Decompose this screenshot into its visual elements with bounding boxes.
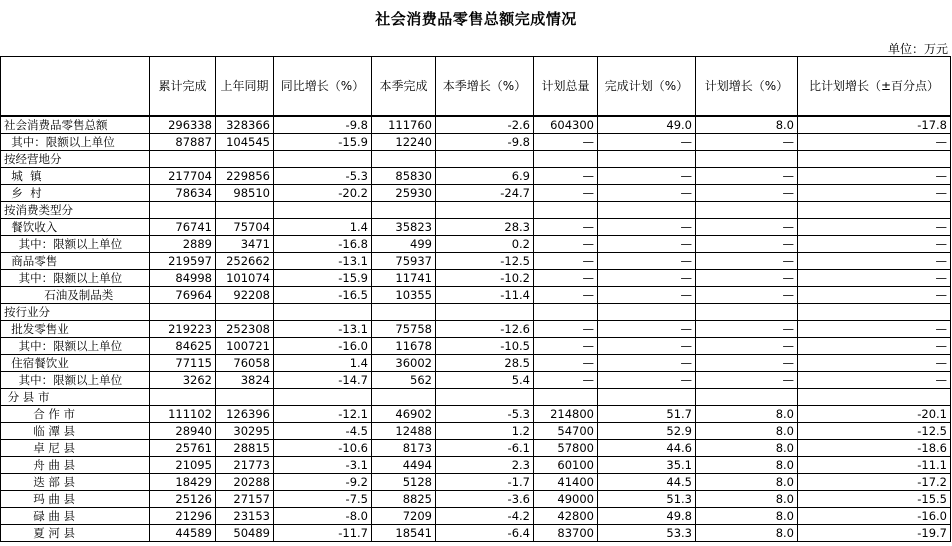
table-row <box>1 116 951 134</box>
table-cell: -11.1 <box>798 457 951 474</box>
table-row <box>1 134 951 151</box>
table-cell: — <box>696 168 798 185</box>
table-cell: -20.2 <box>274 185 372 202</box>
row-label-cell: 卓 尼 县 <box>1 440 150 457</box>
table-cell <box>798 151 951 168</box>
header-cell-quarter: 本季完成 <box>372 57 436 117</box>
table-row <box>1 508 951 525</box>
table-cell: 52.9 <box>598 423 696 440</box>
table-row <box>1 406 951 423</box>
table-cell <box>436 202 534 219</box>
table-cell: — <box>798 219 951 236</box>
table-cell: -9.2 <box>274 474 372 491</box>
table-cell: — <box>696 185 798 202</box>
retail-sales-table <box>0 56 951 542</box>
table-cell: 28940 <box>150 423 216 440</box>
table-cell: 1.4 <box>274 219 372 236</box>
table-cell: — <box>798 321 951 338</box>
table-cell: 219597 <box>150 253 216 270</box>
table-cell <box>798 389 951 406</box>
table-cell: — <box>798 372 951 389</box>
table-cell: 41400 <box>534 474 598 491</box>
table-cell: 44.5 <box>598 474 696 491</box>
table-cell: 84625 <box>150 338 216 355</box>
header-cell-yoy-growth: 同比增长（%） <box>274 57 372 117</box>
table-cell: 4494 <box>372 457 436 474</box>
table-cell: 25761 <box>150 440 216 457</box>
table-cell: 126396 <box>216 406 274 423</box>
table-cell: 3471 <box>216 236 274 253</box>
table-cell <box>372 389 436 406</box>
row-label-cell: 临 潭 县 <box>1 423 150 440</box>
table-cell: — <box>598 270 696 287</box>
table-cell <box>372 151 436 168</box>
table-cell: — <box>798 134 951 151</box>
table-cell <box>598 389 696 406</box>
row-label-cell: 餐饮收入 <box>1 219 150 236</box>
table-row <box>1 304 951 321</box>
row-label-cell: 迭 部 县 <box>1 474 150 491</box>
table-cell <box>436 389 534 406</box>
table-cell: — <box>534 270 598 287</box>
table-cell: 8.0 <box>696 457 798 474</box>
table-cell: 8.0 <box>696 474 798 491</box>
table-cell: 8825 <box>372 491 436 508</box>
header-cell-plan-completion: 完成计划（%） <box>598 57 696 117</box>
row-label-cell: 其中：限额以上单位 <box>1 270 150 287</box>
table-cell: -5.3 <box>436 406 534 423</box>
table-cell: — <box>598 253 696 270</box>
table-cell: — <box>534 355 598 372</box>
table-cell: — <box>696 287 798 304</box>
table-cell: 3262 <box>150 372 216 389</box>
table-cell <box>534 202 598 219</box>
table-row <box>1 338 951 355</box>
table-row <box>1 474 951 491</box>
table-cell: -5.3 <box>274 168 372 185</box>
table-cell: — <box>696 236 798 253</box>
table-cell: -15.9 <box>274 134 372 151</box>
header-cell-cumulative: 累计完成 <box>150 57 216 117</box>
table-cell <box>534 389 598 406</box>
table-cell: -17.2 <box>798 474 951 491</box>
table-cell: 5.4 <box>436 372 534 389</box>
table-cell: -4.5 <box>274 423 372 440</box>
table-cell: 8.0 <box>696 406 798 423</box>
row-label-cell: 碌 曲 县 <box>1 508 150 525</box>
table-cell: — <box>534 168 598 185</box>
row-label-cell: 城 镇 <box>1 168 150 185</box>
table-cell <box>274 304 372 321</box>
table-cell: 60100 <box>534 457 598 474</box>
table-cell: 252308 <box>216 321 274 338</box>
table-cell: 8.0 <box>696 508 798 525</box>
header-cell-plan-total: 计划总量 <box>534 57 598 117</box>
table-cell: 111102 <box>150 406 216 423</box>
table-cell: 92208 <box>216 287 274 304</box>
table-cell: 1.4 <box>274 355 372 372</box>
table-cell: 51.3 <box>598 491 696 508</box>
table-cell: — <box>798 355 951 372</box>
table-cell: — <box>696 321 798 338</box>
table-cell: 27157 <box>216 491 274 508</box>
table-cell <box>216 202 274 219</box>
table-cell: 10355 <box>372 287 436 304</box>
table-cell: 229856 <box>216 168 274 185</box>
table-body <box>1 116 951 542</box>
table-cell: 11741 <box>372 270 436 287</box>
table-row <box>1 287 951 304</box>
table-cell: 83700 <box>534 525 598 542</box>
table-cell: 8.0 <box>696 491 798 508</box>
table-cell: 6.9 <box>436 168 534 185</box>
row-label-cell: 夏 河 县 <box>1 525 150 542</box>
table-cell <box>150 389 216 406</box>
table-cell: — <box>598 219 696 236</box>
row-label-cell: 商品零售 <box>1 253 150 270</box>
table-cell: — <box>798 270 951 287</box>
table-cell: — <box>534 253 598 270</box>
table-cell: 21296 <box>150 508 216 525</box>
table-cell: 49.0 <box>598 116 696 134</box>
table-cell: 57800 <box>534 440 598 457</box>
table-cell: -18.6 <box>798 440 951 457</box>
table-cell: 7209 <box>372 508 436 525</box>
table-cell: 217704 <box>150 168 216 185</box>
table-cell: 21773 <box>216 457 274 474</box>
table-cell: -12.5 <box>436 253 534 270</box>
table-row <box>1 355 951 372</box>
table-cell <box>798 202 951 219</box>
row-label-cell: 其中：限额以上单位 <box>1 134 150 151</box>
table-cell <box>598 151 696 168</box>
table-cell: 8.0 <box>696 116 798 134</box>
table-cell: 85830 <box>372 168 436 185</box>
table-cell: -17.8 <box>798 116 951 134</box>
table-cell <box>696 202 798 219</box>
table-cell: 2889 <box>150 236 216 253</box>
table-cell: -3.1 <box>274 457 372 474</box>
unit-label: 单位：万元 <box>887 42 948 56</box>
table-cell: 214800 <box>534 406 598 423</box>
table-row <box>1 321 951 338</box>
table-cell <box>436 304 534 321</box>
table-cell: 75704 <box>216 219 274 236</box>
table-cell: 84998 <box>150 270 216 287</box>
table-cell: -16.8 <box>274 236 372 253</box>
table-cell: 11678 <box>372 338 436 355</box>
table-row <box>1 389 951 406</box>
table-cell: — <box>696 219 798 236</box>
table-cell: 28815 <box>216 440 274 457</box>
table-cell: — <box>534 287 598 304</box>
table-cell: — <box>798 338 951 355</box>
header-cell-vs-plan: 比计划增长（±百分点） <box>798 57 951 117</box>
table-row <box>1 423 951 440</box>
row-label-cell: 批发零售业 <box>1 321 150 338</box>
table-cell <box>598 202 696 219</box>
table-row <box>1 372 951 389</box>
table-cell: 5128 <box>372 474 436 491</box>
table-cell: 49000 <box>534 491 598 508</box>
table-cell: 18541 <box>372 525 436 542</box>
table-cell: — <box>598 338 696 355</box>
table-cell: 8.0 <box>696 525 798 542</box>
table-cell: 21095 <box>150 457 216 474</box>
table-cell: — <box>696 338 798 355</box>
table-cell: -24.7 <box>436 185 534 202</box>
table-cell <box>216 389 274 406</box>
table-row <box>1 457 951 474</box>
table-row <box>1 440 951 457</box>
table-cell: — <box>534 134 598 151</box>
row-label-cell: 石油及制品类 <box>1 287 150 304</box>
row-label-cell: 按行业分 <box>1 304 150 321</box>
table-cell: -13.1 <box>274 321 372 338</box>
table-row <box>1 151 951 168</box>
row-label-cell: 其中：限额以上单位 <box>1 372 150 389</box>
table-cell: -6.1 <box>436 440 534 457</box>
table-cell: 111760 <box>372 116 436 134</box>
table-cell: — <box>598 185 696 202</box>
table-row <box>1 253 951 270</box>
table-cell: 23153 <box>216 508 274 525</box>
table-cell: -12.1 <box>274 406 372 423</box>
table-cell: — <box>798 287 951 304</box>
table-cell <box>372 304 436 321</box>
table-cell: — <box>534 236 598 253</box>
table-cell: 25930 <box>372 185 436 202</box>
table-cell: -4.2 <box>436 508 534 525</box>
table-row <box>1 491 951 508</box>
table-cell: 101074 <box>216 270 274 287</box>
table-cell: 25126 <box>150 491 216 508</box>
table-cell: 28.5 <box>436 355 534 372</box>
table-cell: 42800 <box>534 508 598 525</box>
table-row <box>1 202 951 219</box>
table-cell: 87887 <box>150 134 216 151</box>
table-cell: — <box>696 134 798 151</box>
table-cell: — <box>696 253 798 270</box>
table-cell: -11.4 <box>436 287 534 304</box>
table-cell: 0.2 <box>436 236 534 253</box>
table-cell: 2.3 <box>436 457 534 474</box>
table-row <box>1 219 951 236</box>
table-cell: -19.7 <box>798 525 951 542</box>
table-cell <box>274 202 372 219</box>
table-cell: — <box>696 270 798 287</box>
table-cell: 604300 <box>534 116 598 134</box>
table-cell: 8173 <box>372 440 436 457</box>
table-cell: 100721 <box>216 338 274 355</box>
row-label-cell: 舟 曲 县 <box>1 457 150 474</box>
table-cell: — <box>798 253 951 270</box>
table-cell: — <box>534 321 598 338</box>
table-cell: -15.5 <box>798 491 951 508</box>
table-cell <box>274 151 372 168</box>
table-cell <box>534 304 598 321</box>
table-cell: 28.3 <box>436 219 534 236</box>
table-cell: 44589 <box>150 525 216 542</box>
table-cell: -10.5 <box>436 338 534 355</box>
table-cell: 46902 <box>372 406 436 423</box>
table-cell: — <box>798 236 951 253</box>
report-title: 社会消费品零售总额完成情况 <box>375 10 577 28</box>
table-cell: 76058 <box>216 355 274 372</box>
table-cell: — <box>598 168 696 185</box>
table-cell: -14.7 <box>274 372 372 389</box>
table-cell: 36002 <box>372 355 436 372</box>
table-cell <box>436 151 534 168</box>
table-cell: -16.0 <box>274 338 372 355</box>
table-cell: — <box>598 287 696 304</box>
table-cell: 252662 <box>216 253 274 270</box>
table-cell: -9.8 <box>436 134 534 151</box>
table-cell: -6.4 <box>436 525 534 542</box>
table-cell <box>696 304 798 321</box>
table-cell: 44.6 <box>598 440 696 457</box>
table-cell: — <box>696 355 798 372</box>
table-cell: 499 <box>372 236 436 253</box>
table-cell: -20.1 <box>798 406 951 423</box>
table-cell: — <box>534 372 598 389</box>
table-cell: 53.3 <box>598 525 696 542</box>
table-cell: — <box>598 355 696 372</box>
table-cell: -16.5 <box>274 287 372 304</box>
table-cell: — <box>798 185 951 202</box>
row-label-cell: 按经营地分 <box>1 151 150 168</box>
table-row <box>1 236 951 253</box>
table-cell: -3.6 <box>436 491 534 508</box>
table-header-row <box>1 57 951 117</box>
table-cell <box>216 151 274 168</box>
row-label-cell: 住宿餐饮业 <box>1 355 150 372</box>
table-cell: 75937 <box>372 253 436 270</box>
table-cell: -10.6 <box>274 440 372 457</box>
table-row <box>1 270 951 287</box>
table-cell: 8.0 <box>696 423 798 440</box>
table-cell <box>696 151 798 168</box>
table-cell: 75758 <box>372 321 436 338</box>
table-cell: 98510 <box>216 185 274 202</box>
table-cell: — <box>598 236 696 253</box>
table-cell: — <box>598 372 696 389</box>
table-cell: 12488 <box>372 423 436 440</box>
table-cell <box>598 304 696 321</box>
table-cell: 8.0 <box>696 440 798 457</box>
table-cell: -13.1 <box>274 253 372 270</box>
table-cell: 104545 <box>216 134 274 151</box>
row-label-cell: 按消费类型分 <box>1 202 150 219</box>
header-cell-last-year: 上年同期 <box>216 57 274 117</box>
table-cell: 1.2 <box>436 423 534 440</box>
table-cell: 78634 <box>150 185 216 202</box>
table-cell: 77115 <box>150 355 216 372</box>
table-cell <box>696 389 798 406</box>
header-cell-quarter-growth: 本季增长（%） <box>436 57 534 117</box>
table-row <box>1 525 951 542</box>
table-cell: — <box>534 185 598 202</box>
table-row <box>1 185 951 202</box>
table-cell: 54700 <box>534 423 598 440</box>
table-cell: — <box>798 168 951 185</box>
table-cell: -7.5 <box>274 491 372 508</box>
table-cell: 562 <box>372 372 436 389</box>
table-cell: 76741 <box>150 219 216 236</box>
table-cell: — <box>696 372 798 389</box>
table-cell: -10.2 <box>436 270 534 287</box>
table-cell: 20288 <box>216 474 274 491</box>
table-cell <box>274 389 372 406</box>
table-cell: — <box>598 134 696 151</box>
table-cell <box>150 304 216 321</box>
table-cell <box>798 304 951 321</box>
table-cell: 18429 <box>150 474 216 491</box>
row-label-cell: 玛 曲 县 <box>1 491 150 508</box>
table-cell <box>534 151 598 168</box>
table-cell: 50489 <box>216 525 274 542</box>
row-label-cell: 其中：限额以上单位 <box>1 236 150 253</box>
table-cell: -12.5 <box>798 423 951 440</box>
header-cell-plan-growth: 计划增长（%） <box>696 57 798 117</box>
row-label-cell: 分 县 市 <box>1 389 150 406</box>
table-cell: 12240 <box>372 134 436 151</box>
table-cell <box>372 202 436 219</box>
row-label-cell: 其中：限额以上单位 <box>1 338 150 355</box>
table-cell: 219223 <box>150 321 216 338</box>
row-label-cell: 乡 村 <box>1 185 150 202</box>
table-cell: 3824 <box>216 372 274 389</box>
table-cell: -1.7 <box>436 474 534 491</box>
row-label-cell: 合 作 市 <box>1 406 150 423</box>
table-cell: -12.6 <box>436 321 534 338</box>
table-cell <box>150 202 216 219</box>
table-row <box>1 168 951 185</box>
table-cell: — <box>598 321 696 338</box>
row-label-cell: 社会消费品零售总额 <box>1 116 150 134</box>
table-cell: 76964 <box>150 287 216 304</box>
table-cell: -15.9 <box>274 270 372 287</box>
table-cell <box>216 304 274 321</box>
table-cell: 35.1 <box>598 457 696 474</box>
table-cell: 296338 <box>150 116 216 134</box>
table-cell: 30295 <box>216 423 274 440</box>
table-cell: 328366 <box>216 116 274 134</box>
table-cell: -2.6 <box>436 116 534 134</box>
table-cell: 49.8 <box>598 508 696 525</box>
table-cell: — <box>534 338 598 355</box>
table-cell: -8.0 <box>274 508 372 525</box>
header-cell-item <box>1 57 150 117</box>
table-cell: -11.7 <box>274 525 372 542</box>
table-cell: — <box>534 219 598 236</box>
table-cell: 51.7 <box>598 406 696 423</box>
table-cell: -16.0 <box>798 508 951 525</box>
table-cell <box>150 151 216 168</box>
table-cell: 35823 <box>372 219 436 236</box>
table-cell: -9.8 <box>274 116 372 134</box>
